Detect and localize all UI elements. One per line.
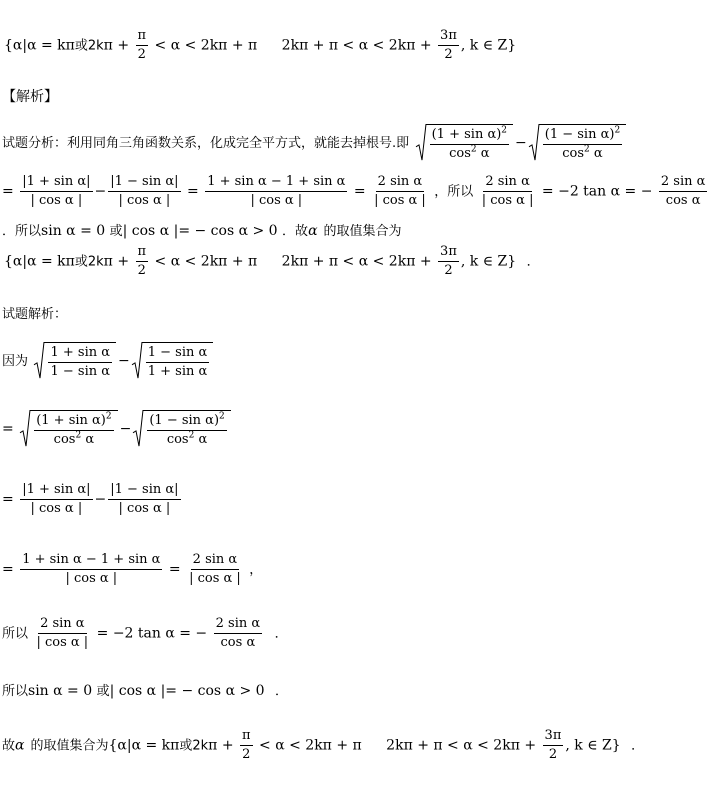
- set-close: , k ∈ Z}: [460, 37, 517, 54]
- analysis-set-expression: {α|α = kπ或2kπ + $\frac{\pi}{2}$ < α < 2kπ + π 2kπ + π < α < 2kπ + $\frac{3\pi}{2}$ , k ∈ Z} ．: [4, 244, 540, 278]
- step-5: 所以 $\frac{\text{2 sin α}}{\text{| cos α |}}$ = −2 tan α = − $\frac{\text{2 sin α}}{\text{cos α}}$ ．: [2, 616, 288, 650]
- top-set-expression: [4, 28, 516, 63]
- step-3: = $\frac{\text{|1 + sin α|}}{\text{| cos α |}}$ − $\frac{\text{|1 − sin α|}}{\text{| cos α |}}$: [2, 482, 179, 516]
- set-part3: < α < 2kπ + π: [154, 37, 258, 54]
- sqrt-plus-over-cos-sq: $\frac{(1 + \sin \alpha)^2}{\cos^2 \alpha}$: [416, 124, 513, 162]
- analysis-label: 试题分析：: [2, 136, 68, 151]
- step-7-final-set: 故α 的取值集合为{α|α = kπ或2kπ + $\frac{\pi}{2}$ < α < 2kπ + π 2kπ + π < α < 2kπ + $\frac{3\pi}{2}$ , k ∈ Z} ．: [2, 728, 645, 762]
- section-heading: 【解析】: [2, 89, 58, 105]
- analysis-line-3: ．所以sin α = 0 或| cos α |= − cos α > 0 ．故α 的取值集合为: [2, 223, 402, 239]
- analysis-line-2: = $\frac{\text{|1 + sin α|}}{\text{| cos α |}}$ − $\frac{\text{|1 − sin α|}}{\text{| cos α |}}$ = $\frac{\text{1 + sin α − 1 + sin α}}{\text{| cos α |}}$ = $\frac{\text{2 sin α}}{\text{| cos α |}}$ ，所以 $\frac{\text{2 sin α}}{\text{| cos α |}}$ = −2 tan α = − $\frac{\text{2 sin α}}{\text{cos α}}$: [2, 174, 706, 208]
- analysis-text: 利用同角三角函数关系，化成完全平方式，就能去掉根号.即: [67, 136, 410, 151]
- set-open: {α|α = kπ: [4, 37, 75, 54]
- set-overlap-text: 或2k: [74, 38, 104, 54]
- pi-over-2-fraction: $\frac{\pi}{2}$: [137, 28, 147, 62]
- three-pi-over-2-fraction: $\frac{3\pi}{2}$: [440, 28, 457, 62]
- set-part4: 2kπ + π < α < 2kπ +: [281, 37, 432, 54]
- because-line: 因为 $\frac{\text{1 + sin α}}{\text{1 − sin α}}$ − $\frac{\text{1 − sin α}}{\text{1 + sin α}}$: [2, 342, 215, 380]
- step-4: = $\frac{\text{1 + sin α − 1 + sin α}}{\text{| cos α |}}$ = $\frac{\text{2 sin α}}{\text{| cos α |}}$ ，: [2, 552, 263, 586]
- set-part2: π +: [103, 37, 130, 54]
- solution-label: 试题解析：: [2, 307, 68, 322]
- step-2: = $\frac{(1 + \sin \alpha)^2}{\cos^2 \alpha}$ − $\frac{(1 - \sin \alpha)^2}{\cos^2 \alpha}$: [2, 410, 233, 448]
- analysis-line: 试题分析：利用同角三角函数关系，化成完全平方式，就能去掉根号.即 $\frac{(1 + \sin \alpha)^2}{\cos^2 \alpha}$ − $\frac{(1 - \sin \alpha)^2}{\cos^2 \alpha}$: [2, 124, 628, 162]
- step-6: 所以sin α = 0 或| cos α |= − cos α > 0 ．: [2, 683, 289, 699]
- sqrt-minus-over-cos-sq: $\frac{(1 - \sin \alpha)^2}{\cos^2 \alpha}$: [529, 124, 626, 162]
